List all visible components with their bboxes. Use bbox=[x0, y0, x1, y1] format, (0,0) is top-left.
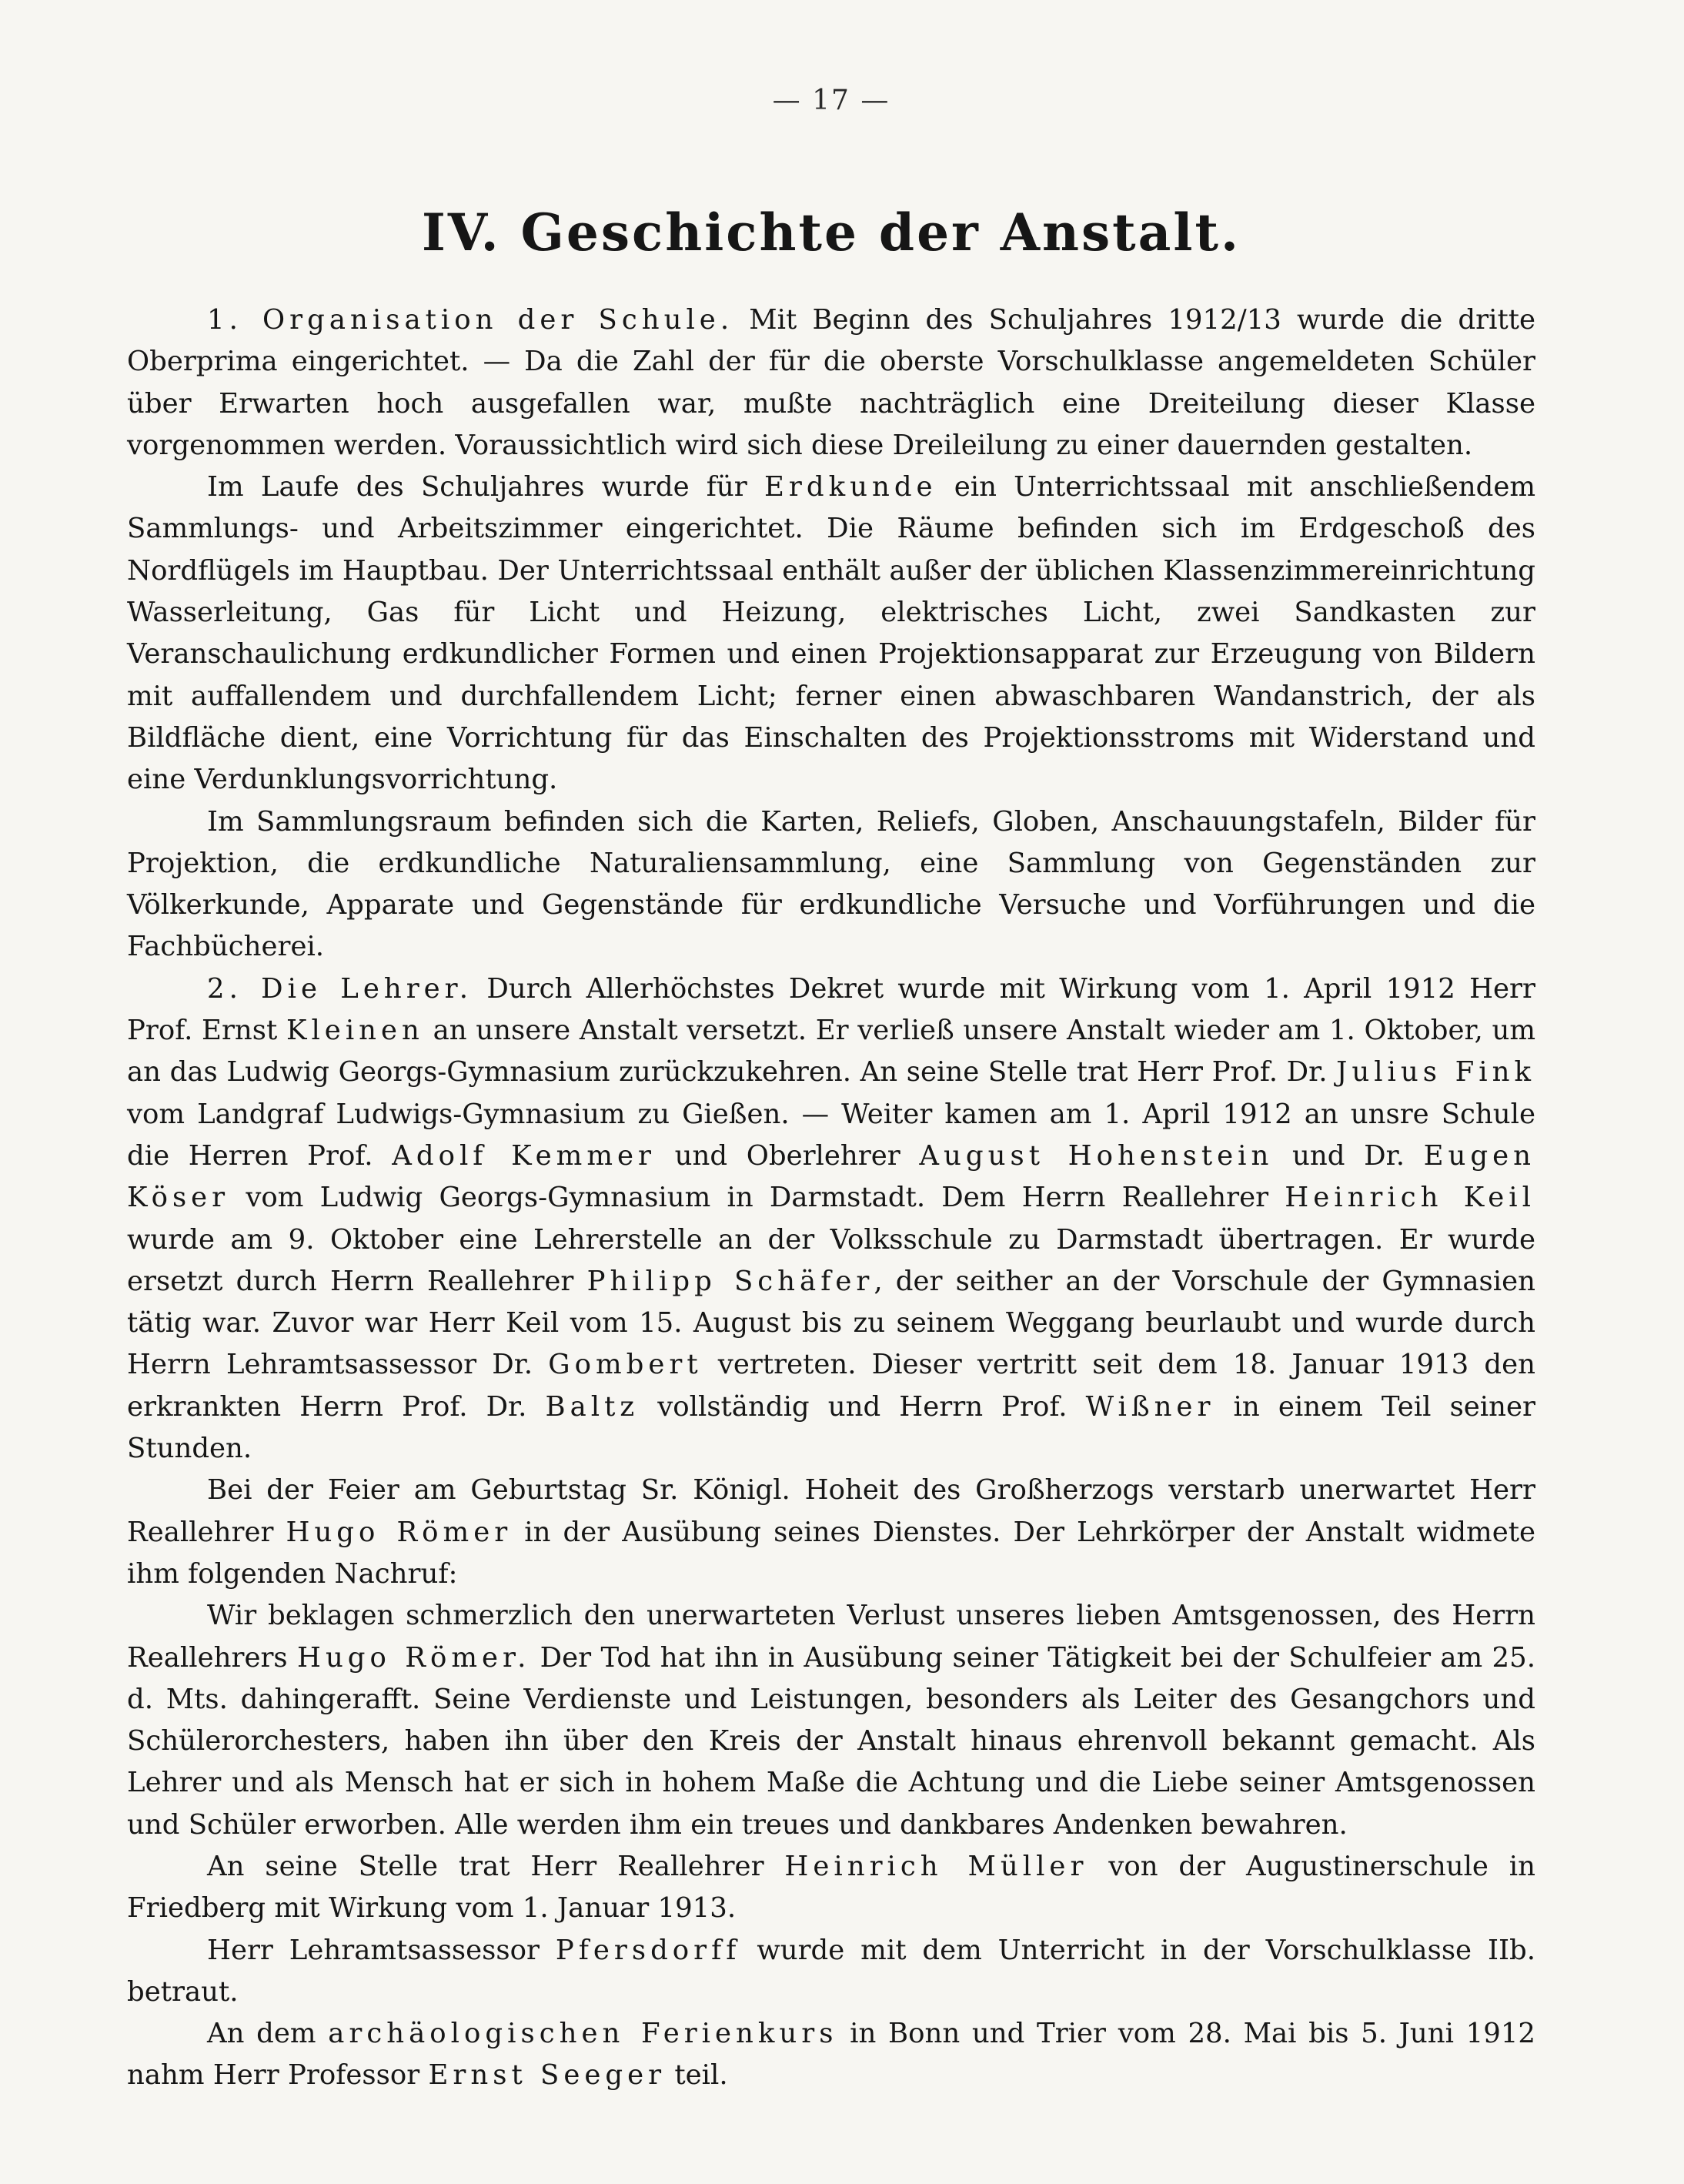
paragraph-nachruf: Wir beklagen schmerzlich den unerwarteten Verlust unseres lieben Amtsgenossen, des Herrn Reallehrers Hugo Römer. Der Tod hat ihn in Ausübung seiner Tätigkeit bei der Schulfeier am 25. d. Mts. dahingerafft. Seine Verdienste und Leistungen, besonders als Leiter des Gesangchors und Schülerorchesters, haben ihn über den Kreis der Anstalt hinaus ehrenvoll bekannt gemacht. Als Lehrer und als Mensch hat er sich in hohem Maße die Achtung und die Liebe seiner Amtsgenossen und Schüler erworben. Alle werden ihm ein treues und dankbares Andenken bewahren. bbox=[127, 1600, 1535, 1841]
spaced-name: Heinrich Müller bbox=[784, 1850, 1088, 1882]
paragraph-text: Mit Beginn des Schuljahres 1912/13 wurde die dritte Oberprima eingerichtet. — Da die Zahl der für die oberste Vorschulklasse angemeldeten Schüler über Erwarten hoch ausgefallen war, mußte nachträglich eine Dreiteilung dieser Klasse vorgenommen werden. Voraussichtlich wird sich diese Dreileilung zu einer dauernden gestalten. bbox=[127, 304, 1535, 461]
body-text bbox=[127, 299, 1535, 2097]
spaced-name: Eugen Köser bbox=[127, 1139, 1536, 1214]
spaced-name: Philipp Schäfer bbox=[586, 1265, 874, 1297]
section-heading-organisation: 1. Organisation der Schule. bbox=[207, 304, 734, 336]
paragraph-erdkunde: Im Laufe des Schuljahres wurde für Erdkunde ein Unterrichtssaal mit anschließendem Sammlungs- und Arbeitszimmer eingerichtet. Die Räume befinden sich im Erdgeschoß des Nordflügels im Hauptbau. Der Unterrichtssaal enthält außer der üblichen Klassenzimmereinrichtung Wasserleitung, Gas für Licht und Heizung, elektrisches Licht, zwei Sandkasten zur Veranschaulichung erdkundlicher Formen und einen Projektionsapparat zur Erzeugung von Bildern mit auffallendem und durchfallendem Licht; ferner einen abwaschbaren Wandanstrich, der als Bildfläche dient, eine Vorrichtung für das Einschalten des Projektionsstroms mit Widerstand und eine Verdunklungsvorrichtung. bbox=[127, 471, 1535, 796]
spaced-name: Hugo Römer bbox=[286, 1516, 513, 1548]
spaced-name: Wißner bbox=[1085, 1390, 1215, 1423]
spaced-name: Heinrich Keil bbox=[1285, 1182, 1535, 1214]
document-page bbox=[127, 85, 1535, 2097]
paragraph-sammlungsraum: Im Sammlungsraum befinden sich die Karten, Reliefs, Globen, Anschauungstafeln, Bilder für Projektion, die erdkundliche Naturaliensammlung, eine Sammlung von Gegenständen zur Völkerkunde, Apparate und Gegenstände für erdkundliche Versuche und Vorführungen und die Fachbücherei. bbox=[127, 805, 1535, 963]
paragraph-feier: Bei der Feier am Geburtstag Sr. Königl. Hoheit des Großherzogs verstarb unerwartet Herr Reallehrer Hugo Römer in der Ausübung seines Dienstes. Der Lehrkörper der Anstalt widmete ihm folgenden Nachruf: bbox=[127, 1474, 1535, 1590]
spaced-name: August Hohenstein bbox=[919, 1139, 1274, 1172]
spaced-name: Adolf Kemmer bbox=[392, 1139, 656, 1172]
paragraph-nachfolger: An seine Stelle trat Herr Reallehrer Heinrich Müller von der Augustinerschule in Friedberg mit Wirkung vom 1. Januar 1913. bbox=[127, 1850, 1536, 1925]
paragraph-lehrer: 2. Die Lehrer. Durch Allerhöchstes Dekret wurde mit Wirkung vom 1. April 1912 Herr Prof. Ernst Kleinen an unsere Anstalt versetzt. Er verließ unsere Anstalt wieder am 1. Oktober, um an das Ludwig Georgs-Gymnasium zurückzukehren. An seine Stelle trat Herr Prof. Dr. Julius Fink vom Landgraf Ludwigs-Gymnasium zu Gießen. — Weiter kamen am 1. April 1912 an unsre Schule die Herren Prof. Adolf Kemmer und Oberlehrer August Hohenstein und Dr. Eugen Köser vom Ludwig Georgs-Gymnasium in Darmstadt. Dem Herrn Reallehrer Heinrich Keil wurde am 9. Oktober eine Lehrerstelle an der Volksschule zu Darmstadt übertragen. Er wurde ersetzt durch Herrn Reallehrer Philipp Schäfer, der seither an der Vorschule der Gymnasien tätig war. Zuvor war Herr Keil vom 15. August bis zu seinem Weggang beurlaubt und wurde durch Herrn Lehramtsassessor Dr. Gombert vertreten. Dieser vertritt seit dem 18. Januar 1913 den erkrankten Herrn Prof. Dr. Baltz vollständig und Herrn Prof. Wißner in einem Teil seiner Stunden. bbox=[127, 972, 1536, 1465]
spaced-term: Erdkunde bbox=[763, 471, 937, 503]
spaced-name: Julius Fink bbox=[1336, 1056, 1535, 1089]
page-number: — 17 — bbox=[772, 85, 890, 116]
chapter-title: IV. Geschichte der Anstalt. bbox=[422, 202, 1241, 263]
spaced-name: Kleinen bbox=[286, 1015, 424, 1047]
spaced-name: Hugo Römer. bbox=[296, 1641, 531, 1674]
spaced-term: archäologischen Ferienkurs bbox=[328, 2018, 838, 2050]
paragraph-organisation bbox=[127, 299, 1535, 467]
paragraph-pfersdorff: Herr Lehramtsassessor Pfersdorff wurde mit dem Unterricht in der Vorschulklasse IIb. betraut. bbox=[127, 1934, 1536, 2008]
spaced-name: Ernst Seeger bbox=[428, 2059, 667, 2092]
spaced-name: Pfersdorff bbox=[555, 1934, 741, 1966]
section-heading-lehrer: 2. Die Lehrer. bbox=[207, 972, 473, 1005]
spaced-name: Gombert bbox=[548, 1349, 703, 1381]
paragraph-ferienkurs: An dem archäologischen Ferienkurs in Bonn und Trier vom 28. Mai bis 5. Juni 1912 nahm Herr Professor Ernst Seeger teil. bbox=[127, 2018, 1535, 2092]
spaced-name: Baltz bbox=[545, 1390, 640, 1423]
